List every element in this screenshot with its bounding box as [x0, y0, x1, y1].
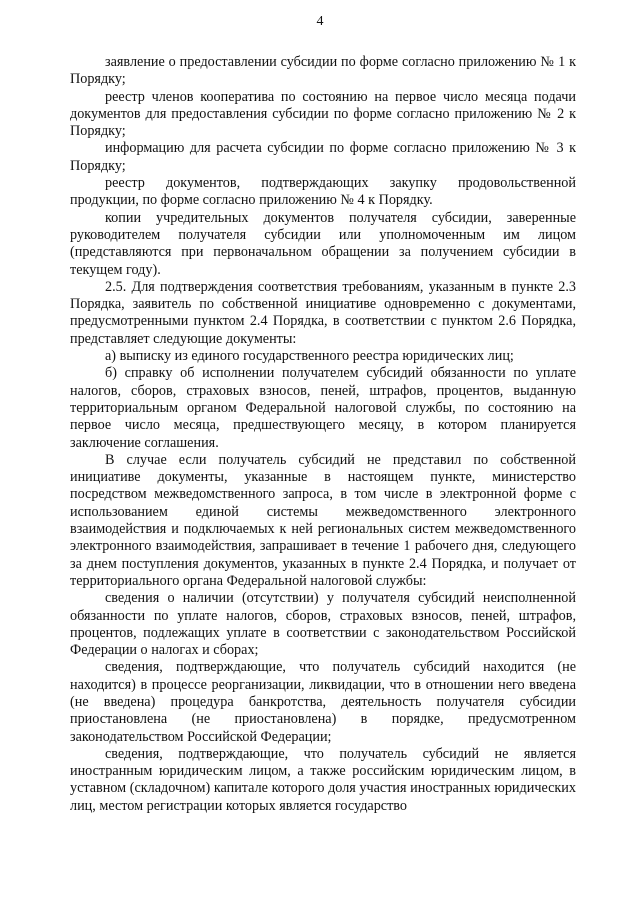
paragraph-tax-obligation-info: сведения о наличии (отсутствии) у получателя субсидий неисполненной обязанности по уплате налогов, сборов, страховых взносов, пеней, штрафов, процентов, подлежащих уплате в соответствии с законодательством Российской Федерации о налогах и сборах; [70, 590, 576, 659]
paragraph-application-form: заявление о предоставлении субсидии по форме согласно приложению № 1 к Порядку; [70, 54, 576, 88]
paragraph-purchase-documents-registry: реестр документов, подтверждающих закупку продовольственной продукции, по форме согласно приложению № 4 к Порядку. [70, 175, 576, 209]
paragraph-item-b: б) справку об исполнении получателем субсидий обязанности по уплате налогов, сборов, страховых взносов, пеней, штрафов, процентов, выданную территориальным органом Федеральной налоговой службы, по состоянию на первое число месяца, предшествующего месяцу, в котором планируется заключение соглашения. [70, 365, 576, 451]
document-body [70, 54, 576, 815]
paragraph-foreign-entity-info: сведения, подтверждающие, что получатель субсидий не является иностранным юридическим лицом, а также российским юридическим лицом, в уставном (складочном) капитале которого доля участия иностранных юридических лиц, местом регистрации которых является государство [70, 745, 576, 814]
page-number: 4 [316, 14, 324, 29]
paragraph-reorganization-info: сведения, подтверждающие, что получатель субсидий находится (не находится) в процессе реорганизации, ликвидации, что в отношении него введена (не введена) процедура банкротства, деятельность получателя субсидии приостановлена (не приостановлена) в порядке, предусмотренном законодательством Российской Федерации; [70, 659, 576, 745]
paragraph-item-a: а) выписку из единого государственного реестра юридических лиц; [105, 348, 514, 365]
paragraph-section-2-5: 2.5. Для подтверждения соответствия требованиям, указанным в пункте 2.3 Порядка, заявитель по собственной инициативе одновременно с документами, предусмотренными пунктом 2.4 Порядка, в соответствии с пунктом 2.6 Порядка, представляет следующие документы: [70, 278, 576, 347]
paragraph-subsidy-calculation: информацию для расчета субсидии по форме согласно приложению № 3 к Порядку; [70, 140, 576, 174]
paragraph-member-registry: реестр членов кооператива по состоянию на первое число месяца подачи документов для предоставления субсидии по форме согласно приложению № 2 к Порядку; [70, 88, 576, 140]
paragraph-interagency-request: В случае если получатель субсидий не представил по собственной инициативе документы, указанные в настоящем пункте, министерство посредством межведомственного запроса, в том числе в электронной форме с использованием единой системы межведомственного электронного взаимодействия и подключаемых к ней региональных систем межведомственного электронного взаимодействия, запрашивает в течение 1 рабочего дня, следующего за днем поступления документов, указанных в пункте 2.4 Порядка, и получает от территориального органа Федеральной налоговой службы: [70, 451, 576, 589]
paragraph-founding-documents: копии учредительных документов получателя субсидии, заверенные руководителем получателя субсидии или уполномоченным им лицом (представляются при первоначальном обращении за получением субсидии в текущем году). [70, 209, 576, 278]
